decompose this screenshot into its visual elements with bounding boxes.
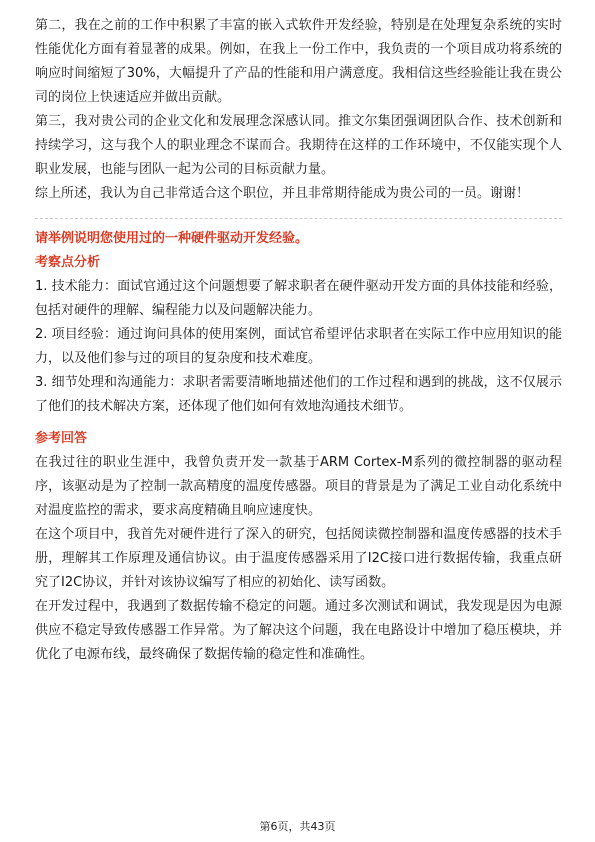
- analysis-point-2: 2. 项目经验：通过询问具体的使用案例，面试官希望评估求职者在实际工作中应用知识的能力，以及他们参与过的项目的复杂度和技术难度。: [35, 327, 562, 366]
- section-divider: [35, 218, 562, 219]
- reference-paragraph-3: 在开发过程中，我遇到了数据传输不稳定的问题。通过多次测试和调试，我发现是因为电源供应不稳定导致传感器工作异常。为了解决这个问题，我在电路设计中增加了稳压模块，并优化了电源布线，最终确保了数据传输的稳定性和准确性。: [35, 599, 562, 662]
- analysis-point-1: 1. 技术能力：面试官通过这个问题想要了解求职者在硬件驱动开发方面的具体技能和经验，包括对硬件的理解、编程能力以及问题解决能力。: [35, 279, 562, 318]
- reference-paragraph-2: 在这个项目中，我首先对硬件进行了深入的研究，包括阅读微控制器和温度传感器的技术手册，理解其工作原理及通信协议。由于温度传感器采用了I2C接口进行数据传输，我重点研究了I2C协议，并针对该协议编写了相应的初始化、读写函数。: [35, 527, 562, 590]
- reference-heading: 参考回答: [35, 431, 88, 446]
- reference-paragraph-1: 在我过往的职业生涯中，我曾负责开发一款基于ARM Cortex-M系列的微控制器的驱动程序，该驱动是为了控制一款高精度的温度传感器。项目的背景是为了满足工业自动化系统中对温度监控的需求，要求高度精确且响应速度快。: [35, 455, 562, 518]
- page-content: [35, 14, 562, 667]
- intro-paragraph-2: 第二，我在之前的工作中积累了丰富的嵌入式软件开发经验，特别是在处理复杂系统的实时性能优化方面有着显著的成果。例如，在我上一份工作中，我负责的一个项目成功将系统的响应时间缩短了30%，大幅提升了产品的性能和用户满意度。我相信这些经验能让我在贵公司的岗位上快速适应并做出贡献。: [35, 18, 562, 105]
- page-number: 第6页，共43页: [259, 820, 336, 833]
- question-title: 请举例说明您使用过的一种硬件驱动开发经验。: [35, 231, 309, 246]
- section-spacer: [35, 419, 562, 427]
- intro-conclusion: 综上所述，我认为自己非常适合这个职位，并且非常期待能成为贵公司的一员。谢谢！: [35, 186, 530, 201]
- intro-paragraph-3: 第三，我对贵公司的企业文化和发展理念深感认同。推文尔集团强调团队合作、技术创新和持续学习，这与我个人的职业理念不谋而合。我期待在这样的工作环境中，不仅能实现个人职业发展，也能与团队一起为公司的目标贡献力量。: [35, 114, 562, 177]
- analysis-heading: 考察点分析: [35, 255, 101, 270]
- analysis-point-3: 3. 细节处理和沟通能力：求职者需要清晰地描述他们的工作过程和遇到的挑战，这不仅展示了他们的技术解决方案，还体现了他们如何有效地沟通技术细节。: [35, 375, 562, 414]
